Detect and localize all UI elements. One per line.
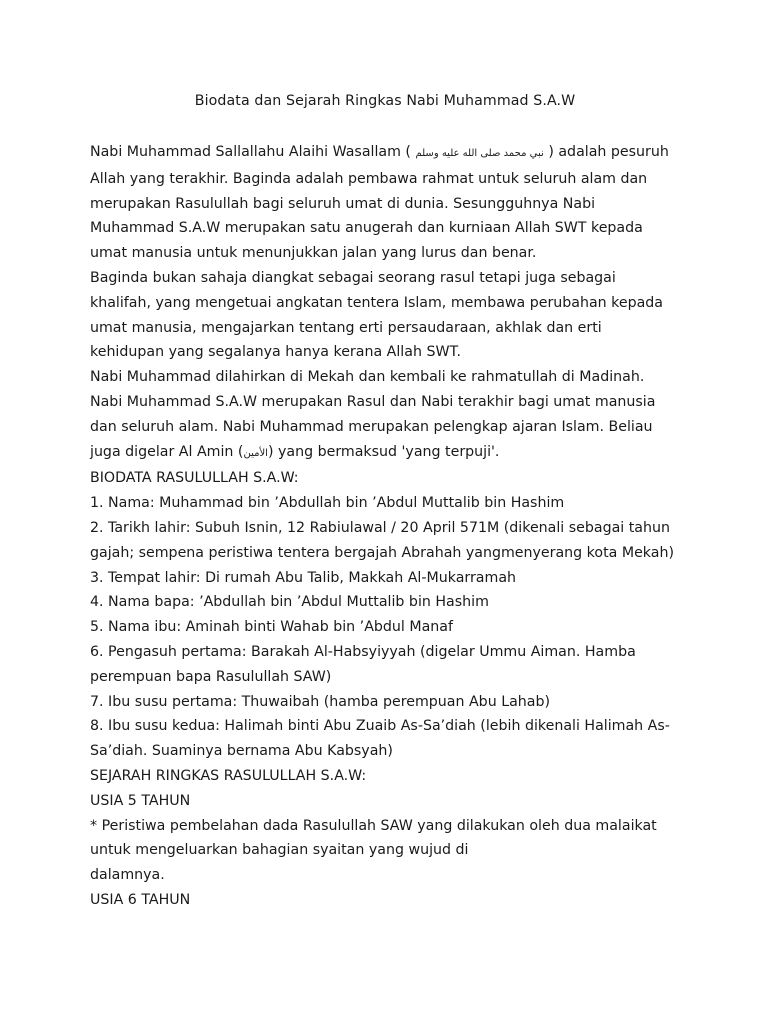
biodata-item-nama-bapa: 4. Nama bapa: ’Abdullah bin ’Abdul Muttalib bin Hashim <box>90 594 489 611</box>
biodata-heading: BIODATA RASULULLAH S.A.W: <box>90 470 299 487</box>
usia-5-text-continued: dalamnya. <box>90 867 165 884</box>
biodata-item-ibu-susu-pertama: 7. Ibu susu pertama: Thuwaibah (hamba perempuan Abu Lahab) <box>90 693 551 710</box>
document-title: Biodata dan Sejarah Ringkas Nabi Muhammad S.A.W <box>194 93 576 109</box>
biodata-item-pengasuh: 6. Pengasuh pertama: Barakah Al-Habsyiyyah (digelar Ummu Aiman. Hamba perempuan bapa Rasulullah SAW) <box>90 643 636 685</box>
biodata-item-nama-ibu: 5. Nama ibu: Aminah binti Wahab bin ’Abdul Manaf <box>90 619 453 636</box>
intro-paragraph <box>90 140 680 266</box>
biodata-item-tempat-lahir: 3. Tempat lahir: Di rumah Abu Talib, Makkah Al-Mukarramah <box>90 569 517 586</box>
paragraph-birth <box>90 365 680 466</box>
intro-arabic-text: نبي محمد صلى الله عليه وسلم <box>415 148 544 159</box>
biodata-item-ibu-susu-kedua: 8. Ibu susu kedua: Halimah binti Abu Zuaib As-Sa’diah (lebih dikenali Halimah As-Sa’diah. Suaminya bernama Abu Kabsyah) <box>90 718 670 760</box>
usia-6-heading: USIA 6 TAHUN <box>90 891 191 908</box>
biodata-item-tarikh-lahir: 2. Tarikh lahir: Subuh Isnin, 12 Rabiulawal / 20 April 571M (dikenali sebagai tahun gajah; sempena peristiwa tentera bergajah Abrahah yangmenyerang kota Mekah) <box>90 519 674 561</box>
paragraph-birth-start: Nabi Muhammad dilahirkan di Mekah dan kembali ke rahmatullah di Madinah. Nabi Muhammad S.A.W merupakan Rasul dan Nabi terakhir bagi umat manusia dan seluruh alam. Nabi Muhammad merupakan pelengkap ajaran Islam. Beliau juga digelar Al Amin ( <box>90 369 656 460</box>
biodata-item-nama: 1. Nama: Muhammad bin ’Abdullah bin ’Abdul Muttalib bin Hashim <box>90 495 565 512</box>
paragraph-birth-end: ) yang bermaksud 'yang terpuji'. <box>267 443 500 460</box>
paragraph-khalifah: Baginda bukan sahaja diangkat sebagai seorang rasul tetapi juga sebagai khalifah, yang mengetuai angkatan tentera Islam, membawa perubahan kepada umat manusia, mengajarkan tentang erti persaudaraan, akhlak dan erti kehidupan yang segalanya hanya kerana Allah SWT. <box>90 269 663 361</box>
al-amin-arabic-text: الأمين <box>243 447 268 459</box>
sejarah-heading: SEJARAH RINGKAS RASULULLAH S.A.W: <box>90 767 367 784</box>
usia-5-text: * Peristiwa pembelahan dada Rasulullah SAW yang dilakukan oleh dua malaikat untuk mengeluarkan bahagian syaitan yang wujud di <box>90 817 657 859</box>
document-body <box>90 140 680 913</box>
intro-text-start: Nabi Muhammad Sallallahu Alaihi Wasallam ( <box>90 144 416 160</box>
intro-text-end: ) adalah pesuruh Allah yang terakhir. Baginda adalah pembawa rahmat untuk seluruh alam dan merupakan Rasulullah bagi seluruh umat di dunia. Sesungguhnya Nabi Muhammad S.A.W merupakan satu anugerah dan kurniaan Allah SWT kepada umat manusia untuk menunjukkan jalan yang lurus dan benar. <box>90 144 669 262</box>
usia-5-heading: USIA 5 TAHUN <box>90 792 191 809</box>
